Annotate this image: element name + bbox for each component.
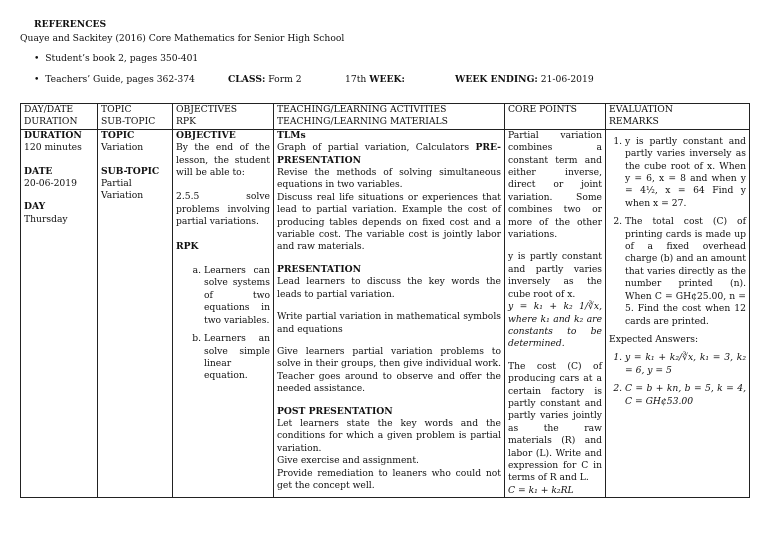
cell-evaluation [606, 129, 750, 497]
rpk-label: RPK [176, 240, 199, 252]
post-text-1: Let learners state the key words and the conditions for which a given problem is partial variation. [277, 417, 501, 454]
cell-topic [98, 129, 173, 497]
presentation-label: PRESENTATION [277, 263, 362, 275]
duration-value: 120 minutes [24, 142, 82, 154]
reference-bullet-2: • Teachers’ Guide, pages 362-374 [34, 74, 195, 85]
cell-day-date [21, 129, 98, 497]
cell-core-points [505, 129, 606, 497]
objective-label: OBJECTIVE [176, 129, 236, 141]
rpk-list [176, 265, 270, 383]
topic-value: Variation [101, 142, 144, 154]
day-value: Thursday [24, 213, 68, 225]
objective-item: 2.5.5 solve problems involving partial variations. [176, 191, 270, 228]
evaluation-question: 1. y is partly constant and partly varies inversely as the cube root of x. When y = 6, x = 8 and when y = 4½, x = 64 Find y when x = 27. [625, 136, 746, 210]
week-ending-info [455, 74, 594, 86]
header-topic: TOPIC SUB-TOPIC [98, 104, 173, 130]
week-info [345, 74, 405, 86]
header-evaluation: EVALUATION REMARKS [606, 104, 750, 130]
topic-label: TOPIC [101, 129, 135, 141]
tlms-line [277, 142, 501, 167]
week-ending-value: 21-06-2019 [537, 74, 594, 85]
objective-intro: By the end of the lesson, the student will be able to: [176, 142, 270, 179]
week-ending-label: WEEK ENDING: [455, 74, 538, 85]
presentation-text-1: Lead learners to discuss the key words the leads to partial variation. [277, 276, 501, 300]
table-header-row [21, 104, 750, 130]
header-objectives: OBJECTIVES RPK [173, 104, 274, 130]
class-value: Form 2 [265, 74, 302, 85]
post-presentation-label: POST PRESENTATION [277, 405, 393, 417]
cell-activities [274, 129, 505, 497]
reference-bullet-1: • Student’s book 2, pages 350-401 [34, 53, 199, 64]
week-prefix: 17th [345, 74, 370, 85]
tlms-label: TLMs [277, 129, 306, 141]
header-activities: TEACHING/LEARNING ACTIVITIES TEACHING/LEARNING MATERIALS [274, 104, 505, 130]
presentation-text-2: Write partial variation in mathematical symbols and equations [277, 311, 501, 335]
table-body-row [21, 129, 750, 497]
class-label: CLASS: [228, 74, 266, 85]
duration-label: DURATION [24, 129, 82, 141]
cell-objectives [173, 129, 274, 497]
bullet-1-text: Student’s book 2, pages 350-401 [45, 53, 199, 64]
week-label: WEEK: [369, 74, 405, 85]
core-point-3-formula: C = k₁ + k₂RL [508, 484, 574, 496]
core-point-2: y is partly constant and partly varies inversely as the cube root of x. [508, 251, 602, 300]
pre-presentation-label: PRE-PRESENTATION [277, 142, 501, 166]
expected-answers-label: Expected Answers: [609, 333, 699, 345]
day-label: DAY [24, 201, 46, 213]
reference-book: Quaye and Sackitey (2016) Core Mathematics for Senior High School [20, 33, 345, 44]
expected-answer: 2. C = b + kn, b = 5, k = 4, C = GH¢53.00 [625, 383, 746, 408]
presentation-text-3: Give learners partial variation problems to solve in their groups, then give individual work. Teacher goes around to observe and offer the needed assistance. [277, 345, 501, 395]
references-title: REFERENCES [34, 19, 107, 30]
pre-text-2: Discuss real life situations or experiences that lead to partial variation. Example the cost of producing tables depends on fixed cost and a variable cost. The variable cost is jointly labor and raw materials. [277, 191, 501, 253]
pre-text-1: Revise the methods of solving simultaneous equations in two variables. [277, 167, 501, 191]
subtopic-value: Partial Variation [101, 178, 144, 202]
date-value: 20-06-2019 [24, 178, 77, 190]
post-text-3: Provide remediation to leaners who could not get the concept well. [277, 467, 501, 491]
subtopic-label: SUB-TOPIC [101, 165, 160, 177]
expected-answers [609, 352, 746, 408]
header-core-points: CORE POINTS [505, 104, 606, 130]
rpk-item: b. Learners an solve simple linear equation. [204, 333, 270, 383]
rpk-item: a. Learners can solve systems of two equations in two variables. [204, 265, 270, 327]
core-point-1: Partial variation combines a constant term and either inverse, direct or joint variation. Some combines two or more of the other variations. [508, 129, 602, 241]
class-info [228, 74, 302, 86]
core-point-3: The cost (C) of producing cars at a certain factory is partly constant and partly varies jointly as the raw materials (R) and labor (L). Write and expression for C in terms of R and L. [508, 360, 602, 484]
evaluation-question: 2. The total cost (C) of printing cards is made up of a fixed overhead charge (b) and an amount that varies directly as the number printed (n). When C = GH¢25.00, n = 5. Find the cost when 12 cards are printed. [625, 216, 746, 328]
tlms-text: Graph of partial variation, Calculators [277, 142, 470, 154]
lesson-plan-table [20, 103, 750, 498]
bullet-2-text: Teachers’ Guide, pages 362-374 [45, 74, 195, 85]
date-label: DATE [24, 165, 53, 177]
expected-answer: 1. y = k₁ + k₂/∛x, k₁ = 3, k₂ = 6, y = 5 [625, 352, 746, 377]
evaluation-questions [609, 136, 746, 328]
post-text-2: Give exercise and assignment. [277, 455, 419, 467]
header-day-date: DAY/DATE DURATION [21, 104, 98, 130]
core-point-2-formula: y = k₁ + k₂ 1/∛x, where k₁ and k₂ are constants to be determined. [508, 301, 602, 350]
